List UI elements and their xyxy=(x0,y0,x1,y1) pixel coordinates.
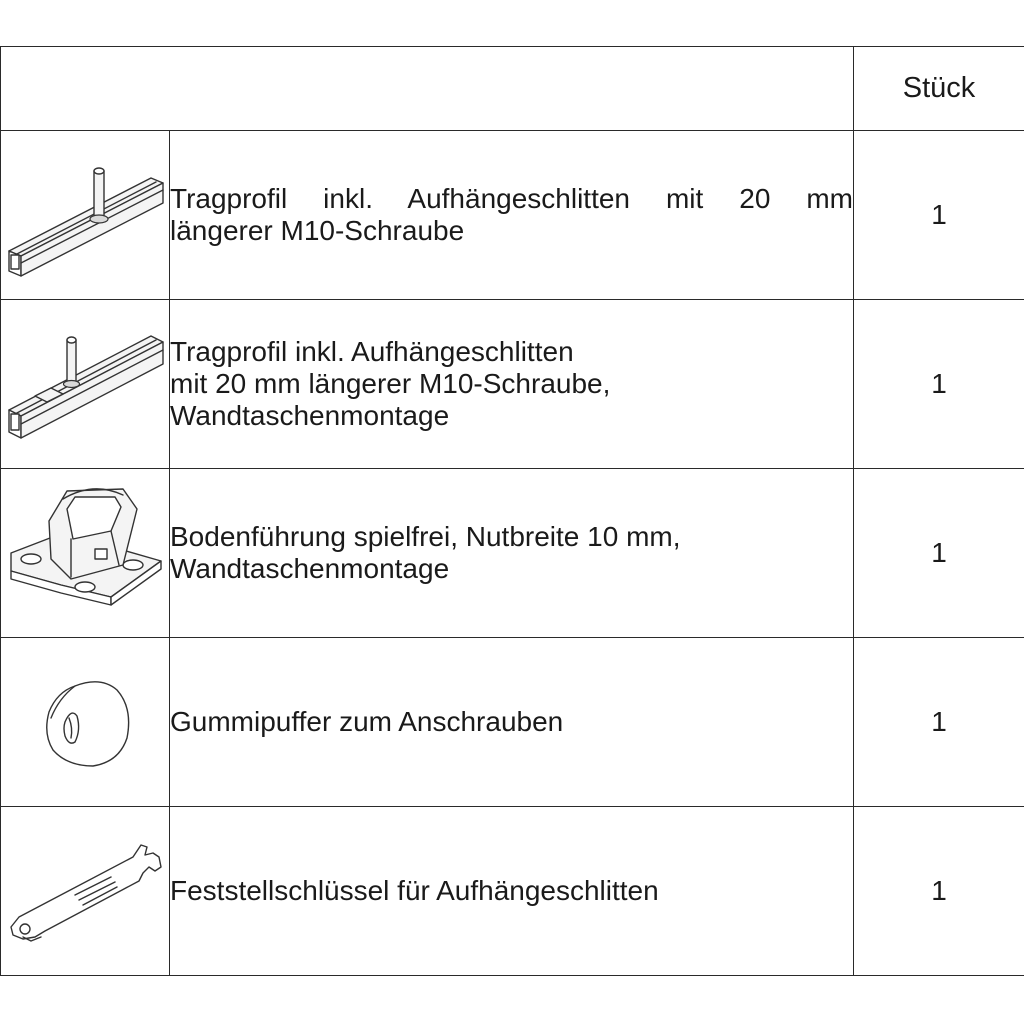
item-description-cell xyxy=(170,469,854,638)
item-description-cell xyxy=(170,300,854,469)
item-quantity-cell: 1 xyxy=(854,807,1024,976)
table-row xyxy=(1,131,1024,300)
table-row xyxy=(1,300,1024,469)
header-description-cell xyxy=(1,47,854,131)
description-line: längerer M10-Schraube xyxy=(170,215,465,246)
item-image-cell xyxy=(1,131,170,300)
rail-profile-icon xyxy=(1,131,170,299)
locking-key-icon xyxy=(1,807,170,975)
description-line: Wandtaschenmontage xyxy=(170,400,450,431)
rubber-buffer-icon xyxy=(1,638,170,806)
header-quantity-cell: Stück xyxy=(854,47,1024,131)
item-description-cell xyxy=(170,807,854,976)
item-quantity-cell: 1 xyxy=(854,638,1024,807)
table-row xyxy=(1,469,1024,638)
description-line: Feststellschlüssel für Aufhängeschlitten xyxy=(170,875,659,906)
item-quantity-cell: 1 xyxy=(854,469,1024,638)
item-image-cell xyxy=(1,300,170,469)
description-line: Wandtaschenmontage xyxy=(170,553,450,584)
rail-profile-wall-pocket-icon xyxy=(1,300,170,468)
item-quantity-cell: 1 xyxy=(854,300,1024,469)
table-row xyxy=(1,807,1024,976)
description-line: Bodenführung spielfrei, Nutbreite 10 mm, xyxy=(170,521,681,552)
item-quantity-cell: 1 xyxy=(854,131,1024,300)
description-line: Gummipuffer zum Anschrauben xyxy=(170,706,564,737)
floor-guide-icon xyxy=(1,469,170,637)
parts-list-table xyxy=(0,46,1024,976)
description-line: Tragprofil inkl. Aufhängeschlitten mit 20 mm xyxy=(170,183,853,214)
item-description-cell xyxy=(170,131,854,300)
item-image-cell xyxy=(1,807,170,976)
item-description-cell xyxy=(170,638,854,807)
item-image-cell xyxy=(1,638,170,807)
item-image-cell xyxy=(1,469,170,638)
description-line: mit 20 mm längerer M10-Schraube, xyxy=(170,368,611,399)
table-header-row xyxy=(1,47,1024,131)
table-row xyxy=(1,638,1024,807)
description-line: Tragprofil inkl. Aufhängeschlitten xyxy=(170,336,574,367)
